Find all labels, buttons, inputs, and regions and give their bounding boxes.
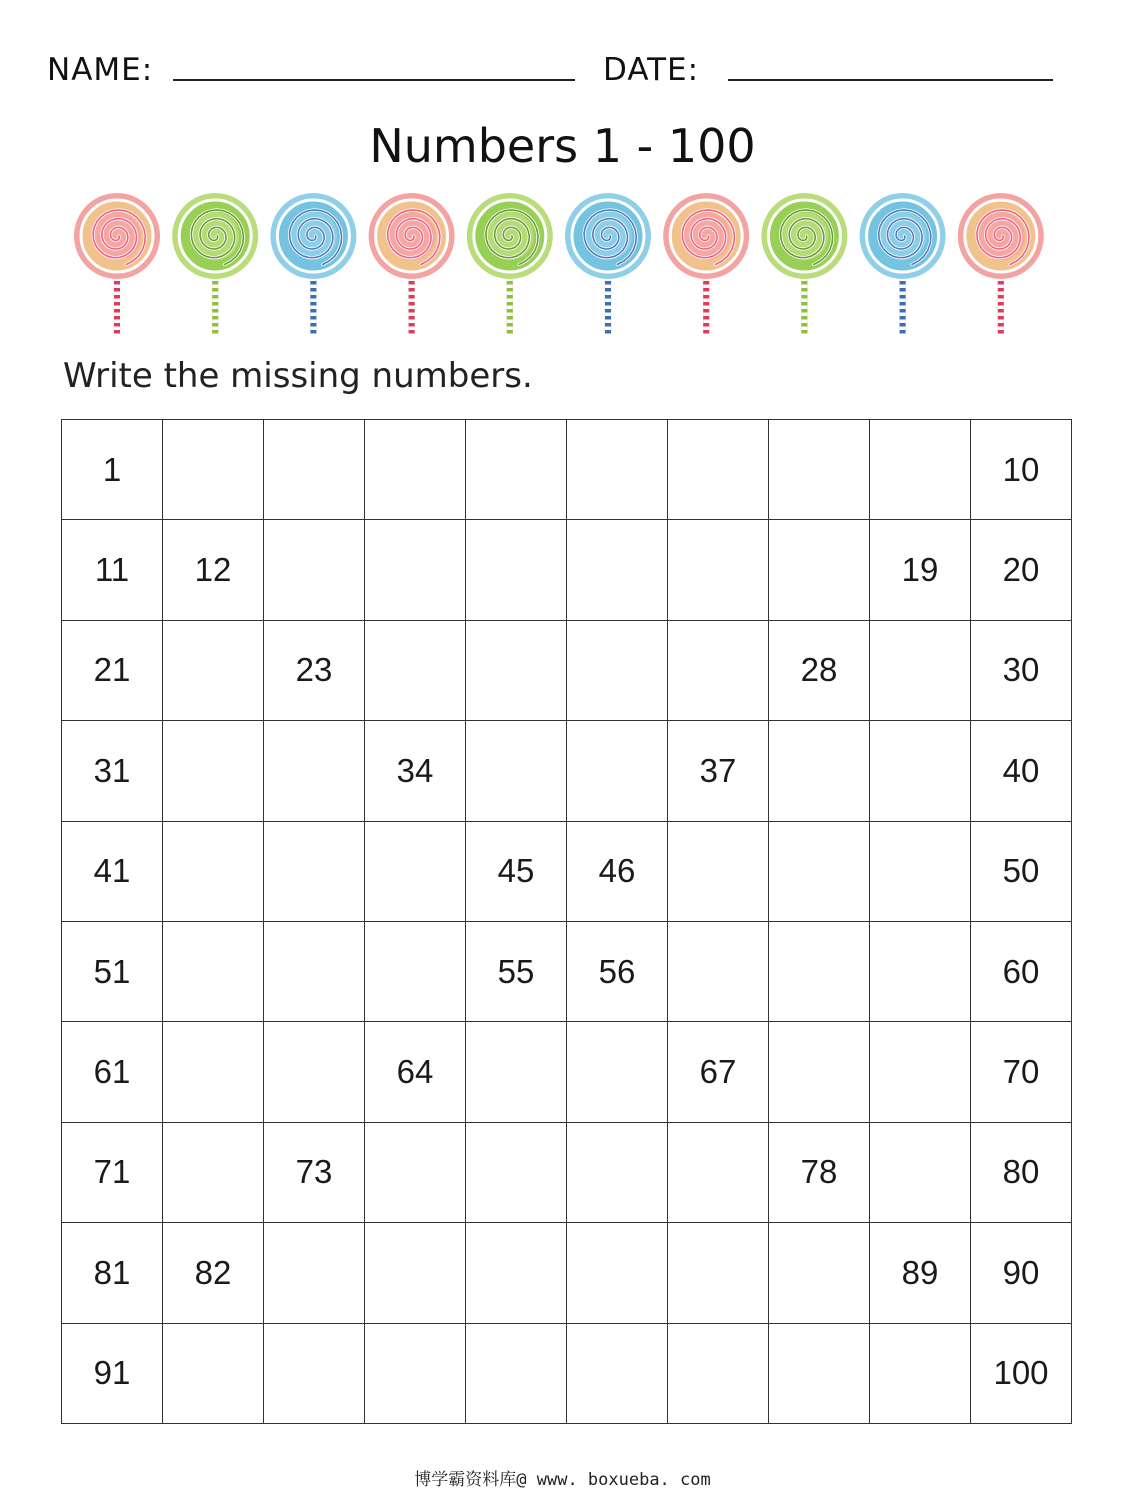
grid-cell-blank[interactable] [567,721,668,821]
grid-cell-blank[interactable] [466,1323,567,1423]
grid-cell-blank[interactable] [567,420,668,520]
number-grid [61,419,1072,1424]
grid-cell-blank[interactable] [365,1122,466,1222]
grid-cell-blank[interactable] [870,721,971,821]
grid-cell-blank[interactable] [264,721,365,821]
grid-cell-blank[interactable] [870,420,971,520]
grid-cell-blank[interactable] [769,1022,870,1122]
grid-cell-blank[interactable] [769,1323,870,1423]
grid-cell-blank[interactable] [466,420,567,520]
lollipop-icon [270,193,356,334]
lollipop-icon [369,193,455,334]
grid-cell-number: 60 [971,921,1072,1021]
grid-cell-blank[interactable] [870,821,971,921]
name-line[interactable] [173,79,575,81]
grid-cell-blank[interactable] [567,620,668,720]
grid-cell-number: 28 [769,620,870,720]
grid-cell-blank[interactable] [163,821,264,921]
grid-cell-blank[interactable] [567,1122,668,1222]
grid-cell-number: 90 [971,1223,1072,1323]
grid-cell-number: 20 [971,520,1072,620]
grid-cell-number: 50 [971,821,1072,921]
grid-cell-number: 70 [971,1022,1072,1122]
grid-row [62,821,1072,921]
grid-cell-number: 100 [971,1323,1072,1423]
lollipop-icon [860,193,946,334]
grid-cell-blank[interactable] [466,1122,567,1222]
grid-cell-blank[interactable] [264,1323,365,1423]
grid-row [62,1122,1072,1222]
grid-cell-number: 78 [769,1122,870,1222]
grid-cell-number: 71 [62,1122,163,1222]
grid-cell-number: 40 [971,721,1072,821]
grid-cell-blank[interactable] [668,1122,769,1222]
grid-cell-blank[interactable] [668,921,769,1021]
lollipop-icon [565,193,651,334]
grid-cell-blank[interactable] [264,1022,365,1122]
grid-cell-number: 61 [62,1022,163,1122]
grid-cell-blank[interactable] [668,520,769,620]
grid-cell-number: 51 [62,921,163,1021]
grid-cell-number: 55 [466,921,567,1021]
grid-cell-blank[interactable] [870,921,971,1021]
grid-cell-blank[interactable] [466,721,567,821]
grid-cell-number: 67 [668,1022,769,1122]
lollipop-row [0,190,1125,340]
grid-cell-blank[interactable] [466,520,567,620]
grid-cell-blank[interactable] [567,1323,668,1423]
grid-cell-blank[interactable] [264,1223,365,1323]
grid-cell-number: 80 [971,1122,1072,1222]
grid-cell-blank[interactable] [870,620,971,720]
grid-cell-blank[interactable] [870,1022,971,1122]
lollipop-icon [958,193,1044,334]
grid-cell-number: 10 [971,420,1072,520]
lollipop-icon [467,193,553,334]
instruction-text: Write the missing numbers. [63,356,533,396]
grid-cell-blank[interactable] [769,721,870,821]
grid-cell-blank[interactable] [466,620,567,720]
grid-cell-number: 31 [62,721,163,821]
grid-cell-blank[interactable] [264,420,365,520]
date-line[interactable] [728,79,1053,81]
grid-cell-blank[interactable] [769,921,870,1021]
grid-cell-blank[interactable] [264,520,365,620]
grid-cell-blank[interactable] [163,1022,264,1122]
grid-cell-blank[interactable] [466,1022,567,1122]
lollipop-icon [74,193,160,334]
grid-cell-number: 21 [62,620,163,720]
grid-cell-blank[interactable] [163,620,264,720]
grid-row [62,921,1072,1021]
date-label: DATE: [603,52,700,88]
grid-cell-blank[interactable] [163,420,264,520]
grid-row [62,420,1072,520]
grid-cell-blank[interactable] [365,1223,466,1323]
grid-cell-number: 11 [62,520,163,620]
grid-cell-blank[interactable] [769,821,870,921]
grid-cell-number: 1 [62,420,163,520]
grid-cell-blank[interactable] [163,1122,264,1222]
grid-cell-blank[interactable] [163,921,264,1021]
grid-row [62,721,1072,821]
grid-cell-number: 12 [163,520,264,620]
grid-cell-number: 45 [466,821,567,921]
grid-cell-blank[interactable] [769,420,870,520]
grid-cell-number: 37 [668,721,769,821]
grid-cell-blank[interactable] [365,821,466,921]
page-title: Numbers 1 - 100 [369,119,756,173]
grid-cell-blank[interactable] [365,620,466,720]
grid-cell-blank[interactable] [365,1323,466,1423]
grid-cell-blank[interactable] [668,620,769,720]
grid-cell-number: 46 [567,821,668,921]
grid-cell-blank[interactable] [668,821,769,921]
grid-cell-number: 64 [365,1022,466,1122]
grid-cell-number: 56 [567,921,668,1021]
grid-cell-blank[interactable] [668,420,769,520]
grid-cell-blank[interactable] [163,1323,264,1423]
lollipop-icon [172,193,258,334]
grid-cell-number: 82 [163,1223,264,1323]
grid-cell-blank[interactable] [769,520,870,620]
grid-cell-blank[interactable] [668,1323,769,1423]
grid-row [62,1323,1072,1423]
footer-watermark: 博学霸资料库@ www. boxueba. com [414,1470,711,1490]
name-label: NAME: [47,52,154,88]
grid-cell-blank[interactable] [567,520,668,620]
grid-cell-number: 73 [264,1122,365,1222]
grid-row [62,520,1072,620]
lollipop-icon [761,193,847,334]
grid-cell-number: 34 [365,721,466,821]
grid-cell-blank[interactable] [870,1122,971,1222]
grid-cell-blank[interactable] [264,821,365,921]
grid-cell-number: 23 [264,620,365,720]
grid-cell-number: 41 [62,821,163,921]
grid-cell-number: 30 [971,620,1072,720]
grid-cell-blank[interactable] [365,921,466,1021]
grid-cell-blank[interactable] [466,1223,567,1323]
grid-cell-blank[interactable] [365,520,466,620]
grid-row [62,1223,1072,1323]
grid-cell-blank[interactable] [668,1223,769,1323]
grid-row [62,620,1072,720]
grid-cell-blank[interactable] [264,921,365,1021]
grid-cell-blank[interactable] [567,1022,668,1122]
grid-cell-number: 19 [870,520,971,620]
grid-cell-number: 91 [62,1323,163,1423]
grid-cell-blank[interactable] [163,721,264,821]
grid-cell-blank[interactable] [365,420,466,520]
grid-cell-number: 89 [870,1223,971,1323]
lollipop-icon [663,193,749,334]
grid-cell-blank[interactable] [769,1223,870,1323]
grid-cell-blank[interactable] [567,1223,668,1323]
grid-row [62,1022,1072,1122]
grid-cell-number: 81 [62,1223,163,1323]
grid-cell-blank[interactable] [870,1323,971,1423]
